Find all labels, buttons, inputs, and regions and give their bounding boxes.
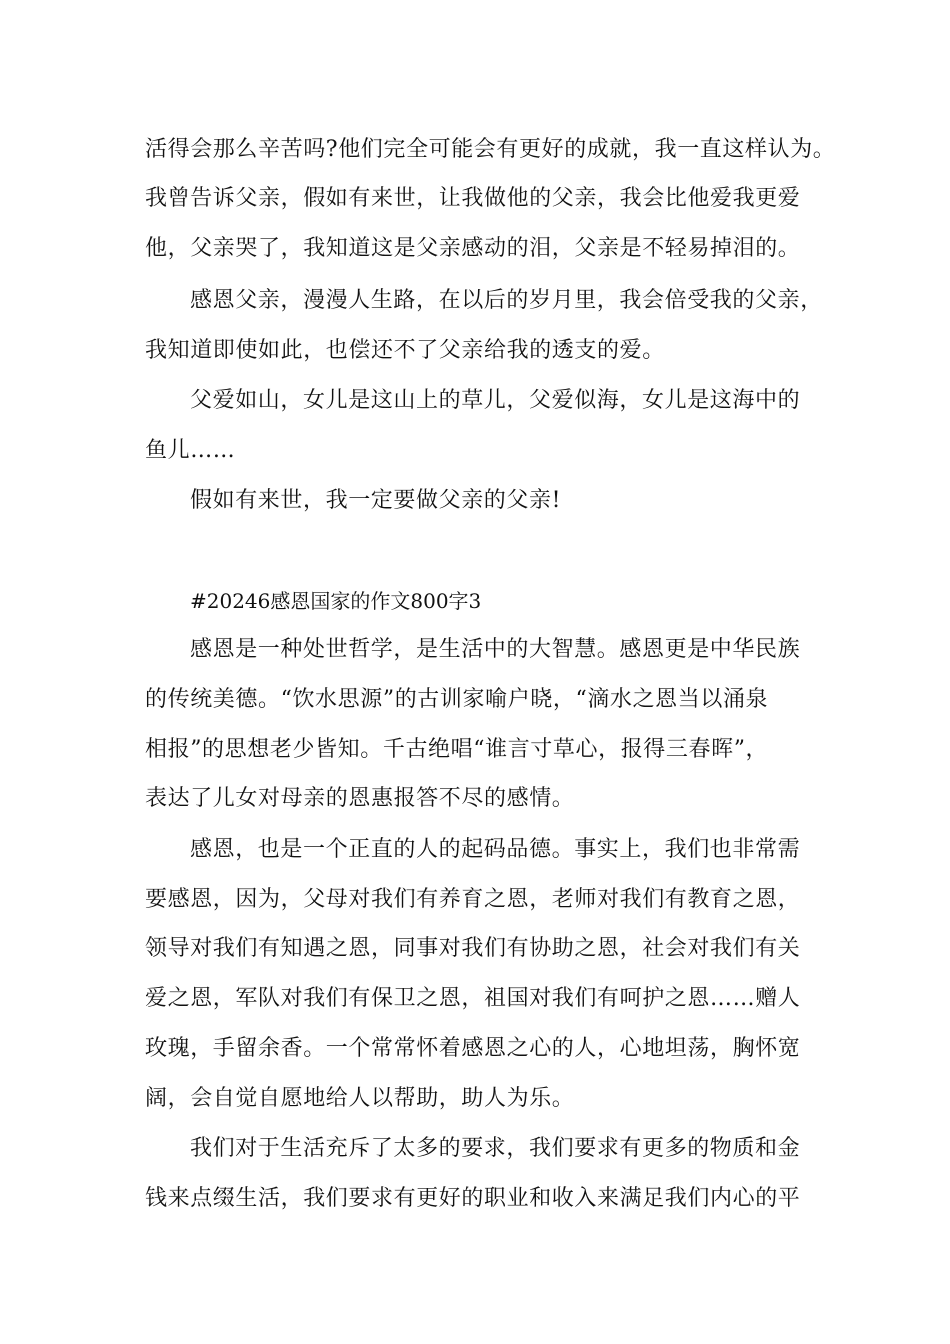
paragraph-line: 他，父亲哭了，我知道这是父亲感动的泪，父亲是不轻易掉泪的。 — [145, 236, 801, 261]
paragraph-line: 我知道即使如此，也偿还不了父亲给我的透支的爱。 — [145, 338, 665, 363]
paragraph-line: 表达了儿女对母亲的恩惠报答不尽的感情。 — [145, 786, 575, 811]
paragraph-line: 领导对我们有知遇之恩，同事对我们有协助之恩，社会对我们有关 — [145, 936, 801, 961]
paragraph-line: 爱之恩，军队对我们有保卫之恩，祖国对我们有呵护之恩……赠人 — [145, 986, 801, 1011]
section-heading: #20246感恩国家的作文800字3 — [190, 589, 482, 613]
paragraph-line: 钱来点缀生活，我们要求有更好的职业和收入来满足我们内心的平 — [145, 1186, 801, 1211]
paragraph-line: 父爱如山，女儿是这山上的草儿，父爱似海，女儿是这海中的 — [190, 388, 801, 413]
paragraph-line: 假如有来世，我一定要做父亲的父亲! — [190, 488, 562, 513]
paragraph-line: 玫瑰，手留余香。一个常常怀着感恩之心的人，心地坦荡，胸怀宽 — [145, 1036, 801, 1061]
paragraph-line: 感恩，也是一个正直的人的起码品德。事实上，我们也非常需 — [190, 837, 801, 862]
paragraph-line: 相报”的思想老少皆知。千古绝唱“谁言寸草心，报得三春晖”， — [145, 737, 769, 762]
paragraph-line: 要感恩，因为，父母对我们有养育之恩，老师对我们有教育之恩， — [145, 887, 801, 912]
paragraph-line: 我们对于生活充斥了太多的要求，我们要求有更多的物质和金 — [190, 1136, 801, 1161]
paragraph-line: 感恩是一种处世哲学，是生活中的大智慧。感恩更是中华民族 — [190, 637, 801, 662]
paragraph-line: 活得会那么辛苦吗?他们完全可能会有更好的成就，我一直这样认为。 — [145, 137, 836, 162]
paragraph-line: 的传统美德。“饮水思源”的古训家喻户晓，“滴水之恩当以涌泉 — [145, 687, 769, 712]
paragraph-line: 感恩父亲，漫漫人生路，在以后的岁月里，我会倍受我的父亲， — [190, 288, 823, 313]
paragraph-line: 阔，会自觉自愿地给人以帮助，助人为乐。 — [145, 1086, 575, 1111]
paragraph-line: 我曾告诉父亲，假如有来世，让我做他的父亲，我会比他爱我更爱 — [145, 186, 801, 211]
paragraph-line: 鱼儿…… — [145, 438, 236, 463]
